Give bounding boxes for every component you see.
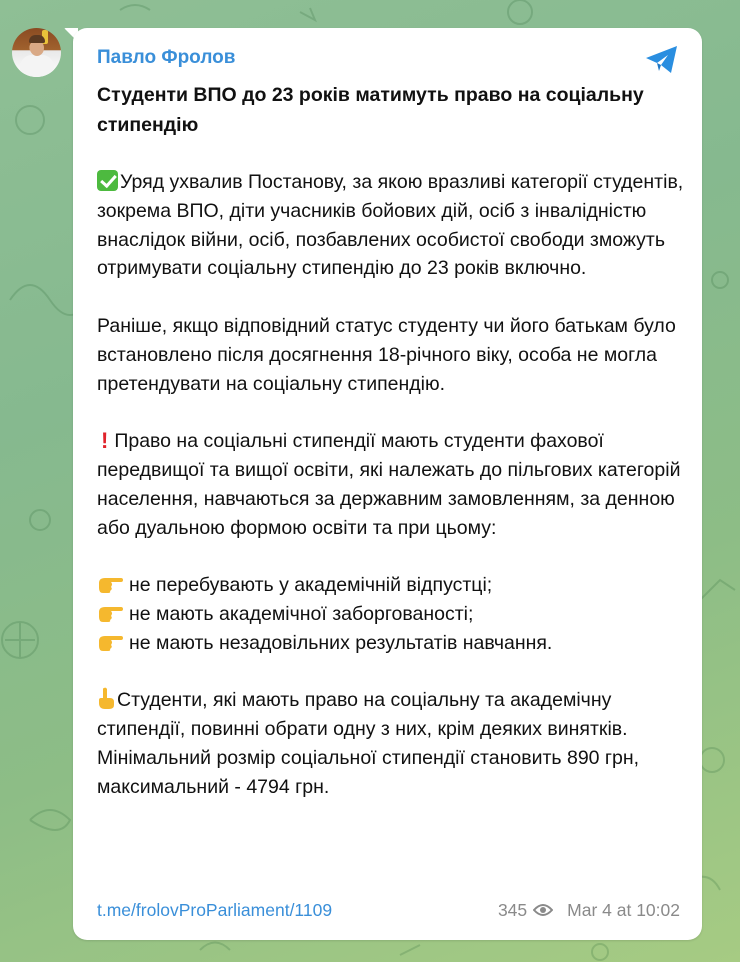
- closing-text: Студенти, які мають право на соціальну та академічну стипендії, повинні обрати одну з них, крім деяких винятків. Мінімальний розмір соціальної стипендії становить 890 грн, максимальний - 4794 грн.: [97, 689, 640, 798]
- view-count: 345: [497, 899, 528, 920]
- pointing-hand-icon: [97, 575, 123, 593]
- index-pointing-up-icon: [97, 687, 115, 709]
- avatar-hair: [29, 35, 45, 43]
- author-name[interactable]: Павло Фролов: [97, 47, 236, 68]
- message-meta: [498, 900, 680, 921]
- bullet-text: не мають академічної заборгованості;: [129, 602, 474, 625]
- bullet-item: [97, 629, 687, 658]
- paragraph-3: [97, 427, 687, 542]
- timestamp: Mar 4 at 10:02: [567, 899, 680, 920]
- bullet-item: [97, 571, 687, 600]
- check-mark-icon: [97, 170, 118, 191]
- post-body: [97, 168, 687, 802]
- bullet-item: [97, 600, 687, 629]
- bullet-text: не мають незадовільних результатів навчання.: [129, 631, 553, 654]
- pointing-hand-icon: [97, 633, 123, 651]
- exclamation-icon: !: [101, 428, 109, 454]
- message-bubble: [73, 28, 702, 940]
- paragraph-text: Раніше, якщо відповідний статус студенту чи його батькам було встановлено після досягнення 18-річного віку, особа не могла претендувати на соціальну стипендію.: [97, 314, 676, 395]
- bullet-text: не перебувають у академічній відпустці;: [129, 574, 493, 597]
- pointing-hand-icon: [97, 604, 123, 622]
- avatar-shirt: [20, 55, 54, 77]
- author-avatar[interactable]: [12, 28, 61, 77]
- telegram-icon[interactable]: [644, 44, 680, 76]
- paragraph-text: Уряд ухвалив Постанову, за якою вразливі категорії студентів, зокрема ВПО, діти учасників бойових дій, осіб з інвалідністю внаслідок війни, осіб, позбавлених особистої свободи зможуть отримувати соціальну стипендію до 23 років включно.: [97, 171, 684, 280]
- paragraph-text: Право на соціальні стипендії мають студенти фахової передвищої та вищої освіти, які належать до пільгових категорій населення, навчаються за державним замовленням, за денною або дуальною формою освіти та при цьому:: [97, 430, 681, 539]
- paragraph-1: [97, 168, 687, 283]
- closing-paragraph: [97, 686, 687, 801]
- eye-icon: [533, 903, 553, 917]
- message-footer: [97, 898, 680, 922]
- post-link[interactable]: t.me/frolovProParliament/1109: [97, 899, 333, 920]
- post-title: Студенти ВПО до 23 років матимуть право на соціальну стипендію: [97, 84, 644, 136]
- paragraph-2: [97, 312, 687, 398]
